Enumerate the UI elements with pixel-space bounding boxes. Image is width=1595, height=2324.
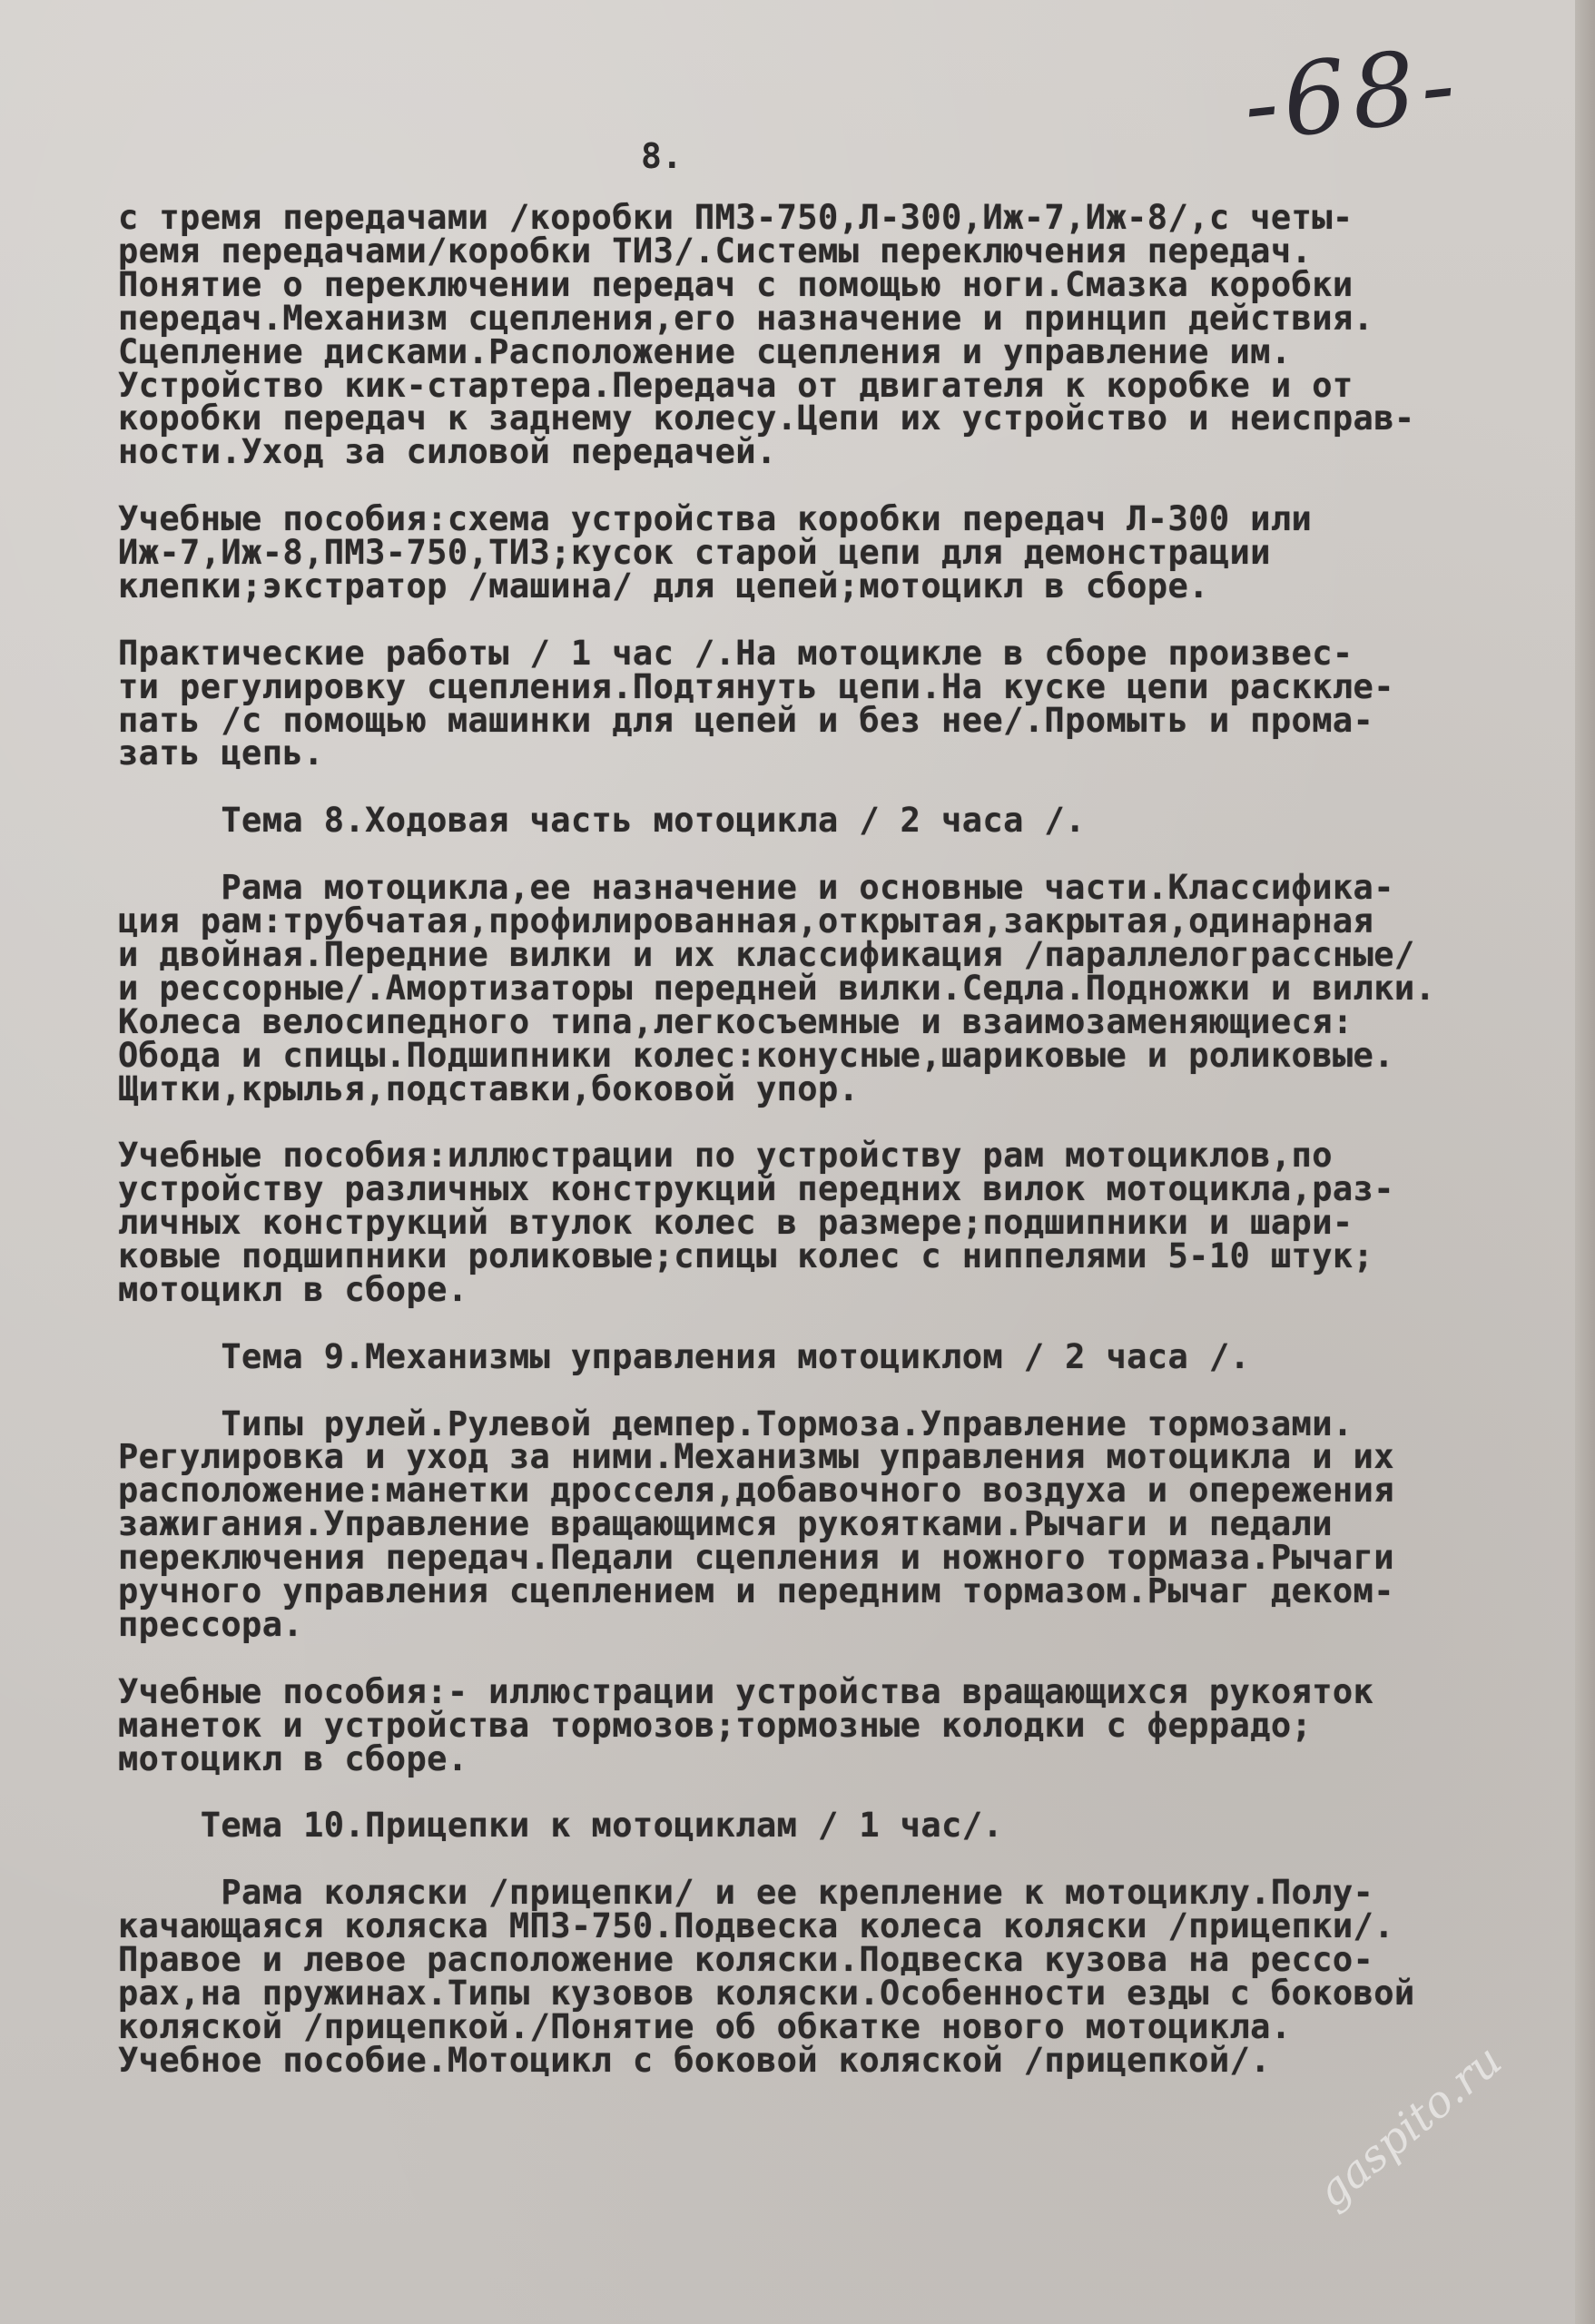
text-line: ковые подшипники роликовые;спицы колес с ниппелями 5-10 штук; [118,1236,1374,1276]
text-line: Учебные пособия:схема устройства коробки передач Л-300 или [118,499,1313,539]
blank-line [118,1106,1552,1139]
text-line: пать /с помощью машинки для цепей и без нее/.Промыть и прома- [118,700,1374,740]
blank-line [118,604,1552,637]
text-line: личных конструкций втулок колес в размере;подшипники и шари- [118,1203,1354,1243]
text-line: Устройство кик-стартера.Передача от двигателя к коробке и от [118,365,1354,405]
text-line: Щитки,крылья,подставки,боковой упор. [118,1068,860,1108]
text-line: качающаяся коляска МПЗ-750.Подвеска колеса коляски /прицепки/. [118,1906,1394,1946]
blank-line [118,469,1552,503]
text-line: Рама коляски /прицепки/ и ее крепление к мотоциклу.Полу- [118,1873,1374,1913]
text-line: с тремя передачами /коробки ПМЗ-750,Л-300,Иж-7,Иж-8/,с четы- [118,198,1354,237]
page-edge [1575,0,1595,2324]
text-line: Тема 8.Ходовая часть мотоцикла / 2 часа /. [118,801,1086,841]
archive-page-number: -68- [1237,25,1466,164]
text-line: Учебное пособие.Мотоцикл с боковой коляской /прицепкой/. [118,2040,1271,2080]
text-line: зажигания.Управление вращающимся рукоятками.Рычаги и педали [118,1504,1333,1544]
text-line: переключения передач.Педали сцепления и ножного тормаза.Рычаги [118,1538,1394,1578]
site-watermark: gaspito.ru [1307,2034,1511,2218]
text-line: клепки;экстратор /машина/ для цепей;мотоцикл в сборе. [118,566,1209,606]
text-line: Рама мотоцикла,ее назначение и основные части.Классифика- [118,868,1394,908]
text-line: мотоцикл в сборе. [118,1269,468,1309]
text-line: рах,на пружинах.Типы кузовов коляски.Особенности езды с боковой [118,1973,1415,2013]
text-line: ности.Уход за силовой передачей. [118,432,777,472]
text-line: ти регулировку сцепления.Подтянуть цепи.На куске цепи расккле- [118,666,1394,706]
blank-line [118,1776,1552,1809]
blank-line [118,1374,1552,1408]
text-line: Практические работы / 1 час /.На мотоцикле в сборе произвес- [118,633,1354,673]
text-line: Регулировка и уход за ними.Механизмы управления мотоцикла и их [118,1437,1394,1477]
text-line: расположение:манетки дросселя,добавочного воздуха и опережения [118,1471,1394,1511]
text-line: Понятие о переключении передач с помощью ноги.Смазка коробки [118,264,1354,304]
text-line: передач.Механизм сцепления,его назначение и принцип действия. [118,298,1374,338]
page-number: 8. [641,136,683,176]
text-line: Иж-7,Иж-8,ПМЗ-750,ТИЗ;кусок старой цепи для демонстрации [118,533,1271,573]
blank-line [118,1642,1552,1676]
text-line: коляской /прицепкой./Понятие об обкатке нового мотоцикла. [118,2006,1292,2046]
text-line: коробки передач к заднему колесу.Цепи их устройство и неисправ- [118,399,1415,438]
text-line: Учебные пособия:- иллюстрации устройства вращающихся рукояток [118,1671,1374,1711]
text-line: Обода и спицы.Подшипники колес:конусные,шариковые и роликовые. [118,1035,1394,1075]
text-line: ручного управления сцеплением и передним тормазом.Рычаг деком- [118,1571,1394,1611]
text-line: Типы рулей.Рулевой демпер.Тормоза.Управление тормозами. [118,1403,1354,1443]
text-line: Тема 10.Прицепки к мотоциклам / 1 час/. [118,1806,1004,1846]
text-line: прессора. [118,1604,304,1644]
text-line: Колеса велосипедного типа,легкосъемные и взаимозаменяющиеся: [118,1001,1354,1041]
typewritten-text [118,198,1552,2080]
text-line: Сцепление дисками.Расположение сцепления и управление им. [118,331,1292,371]
text-line: устройству различных конструкций передних вилок мотоцикла,раз- [118,1169,1394,1209]
text-line: манеток и устройства тормозов;тормозные колодки с феррадо; [118,1705,1313,1745]
blank-line [118,1843,1552,1876]
text-line: ремя передачами/коробки ТИЗ/.Системы переключения передач. [118,231,1313,271]
blank-line [118,771,1552,804]
blank-line [118,1307,1552,1341]
text-line: Правое и левое расположение коляски.Подвеска кузова на рессо- [118,1939,1374,1979]
text-line: ция рам:трубчатая,профилированная,открытая,закрытая,одинарная [118,901,1374,940]
text-line: Тема 9.Механизмы управления мотоциклом / 2 часа /. [118,1336,1251,1376]
text-line: мотоцикл в сборе. [118,1738,468,1778]
text-line: Учебные пособия:иллюстрации по устройству рам мотоциклов,по [118,1136,1333,1176]
text-line: и рессорные/.Амортизаторы передней вилки.Седла.Подножки и вилки. [118,968,1436,1008]
text-line: и двойная.Передние вилки и их классификация /параллелограссные/ [118,934,1415,974]
text-line: зать цепь. [118,734,324,773]
blank-line [118,838,1552,872]
